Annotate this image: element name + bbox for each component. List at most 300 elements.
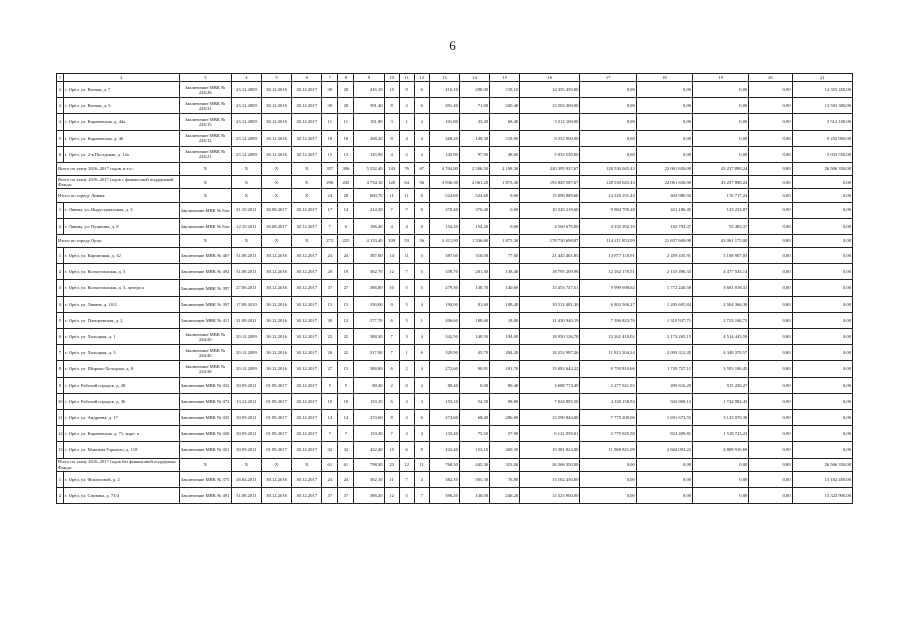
- table-cell: 6: [384, 361, 399, 377]
- row-number: 1: [57, 471, 64, 487]
- table-cell: 3: [414, 393, 429, 409]
- column-number: 12: [414, 74, 429, 82]
- table-cell: 6: [384, 312, 399, 328]
- table-cell: 0,00: [749, 361, 792, 377]
- document-cell: Заключение МВК № 492: [179, 264, 231, 280]
- address-cell: г. Орёл, ул. Карачевская, д. 44а: [64, 114, 180, 130]
- table-cell: 5: [399, 487, 414, 503]
- table-cell: 114 211 853,99: [580, 234, 636, 247]
- table-cell: 30.12.2017: [292, 361, 322, 377]
- table-cell: 7: [414, 487, 429, 503]
- register-table-body: [57, 74, 853, 504]
- column-number: 19: [693, 74, 749, 82]
- document-cell: Заключение МВК № 226/20: [179, 329, 231, 345]
- table-cell: 54,30: [459, 393, 489, 409]
- table-cell: 0,00: [792, 377, 852, 393]
- table-cell: 339,70: [429, 264, 459, 280]
- table-cell: 30.12.2017: [292, 442, 322, 458]
- table-cell: 0,00: [749, 280, 792, 296]
- table-cell: 23.12.2009: [231, 146, 261, 162]
- table-cell: 18,00: [490, 312, 520, 328]
- table-cell: 2: [399, 361, 414, 377]
- table-cell: 23.12.2009: [231, 114, 261, 130]
- table-cell: 153,10: [459, 442, 489, 458]
- table-cell: 6: [399, 442, 414, 458]
- column-number: 20: [749, 74, 792, 82]
- table-cell: 176 717,24: [693, 189, 749, 202]
- table-cell: 18 950 126,78: [520, 329, 580, 345]
- table-cell: 0,00: [749, 82, 792, 98]
- table-cell: 45,70: [459, 345, 489, 361]
- table-cell: 382,10: [429, 471, 459, 487]
- table-row: [57, 377, 853, 393]
- table-cell: 10 529 219,60: [520, 202, 580, 218]
- table-row: [57, 487, 853, 503]
- table-cell: 8: [384, 409, 399, 425]
- table-cell: 145,90: [354, 146, 384, 162]
- table-cell: 20: [338, 189, 354, 202]
- table-cell: 30.08.2017: [262, 202, 292, 218]
- column-number: 21: [792, 74, 852, 82]
- table-cell: 30.12.2016: [262, 130, 292, 146]
- table-cell: 12 262 418,02: [580, 329, 636, 345]
- row-number: 2: [57, 487, 64, 503]
- row-number: 2: [57, 218, 64, 234]
- table-cell: 201,30: [459, 264, 489, 280]
- table-cell: 153,10: [429, 393, 459, 409]
- table-cell: 25: [322, 329, 338, 345]
- table-cell: 6: [414, 345, 429, 361]
- address-cell: г. Орёл, ул. Карачевская, д. 46: [64, 130, 180, 146]
- table-cell: 0,00: [693, 114, 749, 130]
- table-cell: 15 098 889,60: [520, 189, 580, 202]
- table-cell: 30.12.2017: [292, 345, 322, 361]
- summary-label: Итого по городу Ливны:: [57, 189, 180, 202]
- page-number: 6: [449, 38, 456, 53]
- table-cell: 154,20: [429, 218, 459, 234]
- table-cell: 30.12.2016: [262, 487, 292, 503]
- table-cell: 0,00: [792, 426, 852, 442]
- table-cell: 21 657 669,08: [636, 234, 692, 247]
- address-cell: г. Орёл, ул. Спивака, д. 73/4: [64, 487, 180, 503]
- table-cell: 7: [384, 426, 399, 442]
- table-cell: 0,00: [693, 458, 749, 471]
- table-cell: 7: [338, 426, 354, 442]
- row-number: 2: [57, 82, 64, 98]
- table-cell: X: [292, 162, 322, 175]
- table-cell: 30.12.2017: [292, 471, 322, 487]
- table-cell: 0,00: [749, 442, 792, 458]
- table-cell: 30.12.2017: [292, 98, 322, 114]
- table-cell: 26 566 350,00: [520, 458, 580, 471]
- table-cell: 71,00: [459, 98, 489, 114]
- table-cell: 3 593 106,45: [693, 361, 749, 377]
- row-number: 6: [57, 329, 64, 345]
- table-cell: 37: [322, 487, 338, 503]
- table-cell: 1 875,30: [490, 234, 520, 247]
- table-cell: 109: [384, 234, 399, 247]
- table-cell: 0,00: [580, 82, 636, 98]
- table-cell: 0,00: [693, 82, 749, 98]
- table-cell: 3: [384, 114, 399, 130]
- table-cell: 274,60: [354, 409, 384, 425]
- table-cell: X: [262, 176, 292, 189]
- table-cell: 24: [322, 189, 338, 202]
- table-cell: 1: [399, 345, 414, 361]
- table-cell: 0: [414, 189, 429, 202]
- table-cell: 3 936,50: [429, 176, 459, 189]
- table-cell: X: [231, 458, 261, 471]
- table-cell: 9 252 900,00: [792, 130, 852, 146]
- column-number: 7: [322, 74, 338, 82]
- table-row: [57, 146, 853, 162]
- table-cell: 30.12.2017: [292, 130, 322, 146]
- table-cell: 246,20: [490, 487, 520, 503]
- table-cell: 19 381 824,00: [520, 442, 580, 458]
- address-cell: г. Орёл, ул. Кирпичная, д. 32: [64, 248, 180, 264]
- table-cell: 12: [399, 458, 414, 471]
- table-cell: 15: [322, 296, 338, 312]
- table-cell: 943 869,13: [636, 393, 692, 409]
- row-number: 13: [57, 442, 64, 458]
- table-cell: 7: [384, 202, 399, 218]
- table-cell: 0,00: [749, 487, 792, 503]
- table-cell: X: [262, 458, 292, 471]
- table-cell: X: [262, 234, 292, 247]
- table-cell: 7 775 200,06: [580, 409, 636, 425]
- table-cell: 0,00: [749, 98, 792, 114]
- table-cell: 0,00: [749, 176, 792, 189]
- table-cell: 416,10: [429, 82, 459, 98]
- table-cell: 30.12.2017: [292, 312, 322, 328]
- table-cell: 0,00: [636, 146, 692, 162]
- table-cell: 182 794,47: [636, 218, 692, 234]
- table-cell: 0,00: [580, 130, 636, 146]
- table-cell: 4 514 443,59: [693, 329, 749, 345]
- table-cell: 30.12.2017: [292, 409, 322, 425]
- table-cell: 15 453 747,51: [520, 280, 580, 296]
- table-cell: 11: [338, 114, 354, 130]
- table-cell: 15 082 644,22: [520, 361, 580, 377]
- address-cell: г. Орёл, ул. Максима Горького, д. 118: [64, 442, 180, 458]
- table-cell: 3 512 100,00: [520, 114, 580, 130]
- table-cell: 0,00: [749, 296, 792, 312]
- table-cell: 4 338 158,94: [580, 393, 636, 409]
- table-cell: 11 430 940,19: [520, 312, 580, 328]
- table-cell: 0,00: [792, 202, 852, 218]
- table-cell: 30.12.2016: [262, 114, 292, 130]
- table-cell: 68,40: [490, 114, 520, 130]
- table-cell: 24: [322, 248, 338, 264]
- table-cell: X: [262, 189, 292, 202]
- table-cell: 403 980,92: [636, 189, 692, 202]
- table-cell: 67: [414, 162, 429, 175]
- table-cell: 0,00: [580, 98, 636, 114]
- table-cell: 4: [414, 426, 429, 442]
- table-cell: 1 310 937,71: [636, 312, 692, 328]
- table-cell: 245: [338, 176, 354, 189]
- table-cell: 0,00: [792, 329, 852, 345]
- summary-label: Всего по этапу 2016–2017 годов с финансовой поддержкой Фонда:: [57, 176, 180, 189]
- table-cell: 0,00: [749, 162, 792, 175]
- table-cell: 128 530 045,43: [580, 176, 636, 189]
- row-number: 3: [57, 98, 64, 114]
- table-cell: 0,00: [749, 248, 792, 264]
- table-cell: 145,90: [429, 146, 459, 162]
- table-cell: 225: [338, 234, 354, 247]
- table-cell: 6: [414, 82, 429, 98]
- table-cell: 0,00: [693, 471, 749, 487]
- table-cell: 279,30: [429, 280, 459, 296]
- table-cell: 2 093 312,45: [636, 345, 692, 361]
- table-cell: 0,00: [749, 202, 792, 218]
- table-cell: 30.12.2017: [292, 296, 322, 312]
- table-cell: 153,40: [354, 426, 384, 442]
- address-cell: г. Орёл, ул. Холодная, д. 3: [64, 345, 180, 361]
- table-cell: 01.09.2017: [262, 442, 292, 458]
- table-cell: 120: [384, 176, 399, 189]
- table-cell: 26.04.2011: [231, 471, 261, 487]
- table-cell: 12: [384, 487, 399, 503]
- table-cell: 0: [399, 377, 414, 393]
- table-cell: 1 772 240,58: [636, 280, 692, 296]
- table-cell: 193 829 587,67: [520, 176, 580, 189]
- table-cell: 0,00: [636, 471, 692, 487]
- table-cell: 310,00: [459, 248, 489, 264]
- table-cell: 76: [399, 162, 414, 175]
- table-cell: 118,90: [490, 130, 520, 146]
- column-number: 8: [338, 74, 354, 82]
- table-cell: 5 033 550,00: [520, 146, 580, 162]
- table-cell: 4: [384, 146, 399, 162]
- table-cell: 9 999 698,62: [580, 280, 636, 296]
- row-number: 10: [57, 393, 64, 409]
- table-cell: 445,30: [459, 458, 489, 471]
- table-cell: 2: [384, 377, 399, 393]
- table-cell: 0,00: [792, 442, 852, 458]
- table-cell: 9: [384, 296, 399, 312]
- table-cell: 4 569 670,00: [520, 218, 580, 234]
- table-cell: 32: [338, 442, 354, 458]
- address-cell: г. Орёл, ул. Холодная, д. 1: [64, 329, 180, 345]
- table-cell: 0,00: [459, 377, 489, 393]
- table-cell: 0,00: [636, 130, 692, 146]
- table-cell: 1: [414, 312, 429, 328]
- table-row: [57, 264, 853, 280]
- table-cell: 186,40: [354, 218, 384, 234]
- table-cell: 2: [399, 409, 414, 425]
- table-cell: 269,30: [490, 442, 520, 458]
- table-cell: 23.12.2009: [231, 98, 261, 114]
- table-cell: 268,20: [429, 130, 459, 146]
- table-cell: 14 318 191,44: [580, 189, 636, 202]
- table-cell: 24: [338, 471, 354, 487]
- table-cell: 30.09.2011: [231, 426, 261, 442]
- table-cell: X: [179, 176, 231, 189]
- table-cell: 30.12.2017: [292, 329, 322, 345]
- table-cell: 15: [384, 442, 399, 458]
- table-cell: 4: [414, 296, 429, 312]
- table-cell: 388,30: [354, 329, 384, 345]
- table-cell: 0,00: [749, 471, 792, 487]
- table-cell: 0,00: [792, 248, 852, 264]
- table-cell: 101,80: [354, 114, 384, 130]
- table-cell: 10: [322, 393, 338, 409]
- table-cell: 220 395 937,67: [520, 162, 580, 175]
- table-cell: 495 616,29: [636, 377, 692, 393]
- table-cell: 43 237 890,24: [693, 176, 749, 189]
- document-cell: Заключение МВК № 491: [179, 487, 231, 503]
- table-cell: 387,60: [429, 248, 459, 264]
- table-cell: 15: [322, 146, 338, 162]
- table-cell: 31.08.2011: [231, 487, 261, 503]
- table-cell: 190,00: [354, 296, 384, 312]
- document-cell: Заключение МВК № 6/ш: [179, 218, 231, 234]
- address-cell: г. Орёл, ул. Плещеевская, д. 2: [64, 312, 180, 328]
- table-cell: 6: [414, 409, 429, 425]
- summary-row: [57, 189, 853, 202]
- table-cell: 9 252 900,00: [520, 130, 580, 146]
- table-cell: 11: [384, 471, 399, 487]
- table-cell: 140,00: [459, 487, 489, 503]
- table-cell: 13 590 844,00: [520, 409, 580, 425]
- summary-label: Всего по этапу 2016–2017 годов без финансовой поддержки Фонда:: [57, 458, 180, 471]
- table-cell: 0,00: [749, 114, 792, 130]
- row-number: 4: [57, 114, 64, 130]
- table-row: [57, 280, 853, 296]
- table-cell: 0,00: [749, 264, 792, 280]
- table-cell: 296: [322, 176, 338, 189]
- column-number: 13: [429, 74, 459, 82]
- table-cell: 0,00: [792, 280, 852, 296]
- table-cell: X: [231, 189, 261, 202]
- column-number: 10: [384, 74, 399, 82]
- table-cell: 2 155 496,33: [636, 264, 692, 280]
- table-cell: 382,70: [354, 264, 384, 280]
- table-cell: 0,00: [792, 264, 852, 280]
- table-cell: 30.08.2017: [262, 218, 292, 234]
- column-number: 18: [636, 74, 692, 82]
- table-cell: 386,80: [354, 280, 384, 296]
- table-cell: 0,00: [749, 458, 792, 471]
- column-number: 14: [459, 74, 489, 82]
- table-cell: 01.09.2017: [262, 393, 292, 409]
- table-cell: 206,00: [490, 409, 520, 425]
- table-cell: 27: [338, 280, 354, 296]
- address-cell: г. Орёл, ул. Колхозтанская, д. 3: [64, 264, 180, 280]
- table-cell: 0,00: [749, 218, 792, 234]
- table-cell: 274,60: [429, 409, 459, 425]
- table-cell: 27.06.2011: [231, 280, 261, 296]
- table-cell: 13 182 450,00: [792, 471, 852, 487]
- table-row: [57, 130, 853, 146]
- table-cell: 30.12.2017: [292, 487, 322, 503]
- column-number: 6: [292, 74, 322, 82]
- table-cell: 3: [399, 393, 414, 409]
- table-cell: 0,00: [693, 146, 749, 162]
- table-cell: 4: [414, 329, 429, 345]
- table-cell: 37: [338, 487, 354, 503]
- document-cell: Заключение МВК № 432: [179, 377, 231, 393]
- table-cell: 14 355 450,00: [792, 82, 852, 98]
- document-cell: Заключение МВК № 226/12: [179, 130, 231, 146]
- table-cell: 17.09.2010: [231, 296, 261, 312]
- table-cell: 30: [322, 98, 338, 114]
- table-cell: 0,00: [792, 409, 852, 425]
- table-cell: 0,00: [580, 146, 636, 162]
- column-number-row: [57, 74, 853, 82]
- table-cell: 30.12.2016: [262, 345, 292, 361]
- column-number: 3: [179, 74, 231, 82]
- table-cell: 14 355 450,00: [520, 82, 580, 98]
- table-cell: 4: [399, 130, 414, 146]
- row-number: 5: [57, 312, 64, 328]
- table-cell: 30.12.2016: [262, 98, 292, 114]
- table-cell: 4: [414, 361, 429, 377]
- table-cell: 4: [414, 130, 429, 146]
- row-number: 11: [57, 409, 64, 425]
- table-cell: 140,60: [490, 280, 520, 296]
- table-cell: 7: [399, 471, 414, 487]
- table-cell: 1 875,30: [490, 176, 520, 189]
- table-cell: 13 877 118,91: [580, 248, 636, 264]
- table-cell: 0,00: [580, 471, 636, 487]
- table-cell: 388,80: [354, 361, 384, 377]
- address-cell: г. Орёл, ул. Ливаев, д. 10/2: [64, 296, 180, 312]
- table-cell: 3 681 818,31: [693, 280, 749, 296]
- table-cell: 23: [384, 458, 399, 471]
- table-cell: 5: [399, 296, 414, 312]
- summary-row: [57, 458, 853, 471]
- table-cell: 12 162 170,51: [580, 264, 636, 280]
- table-cell: 4 734,10: [354, 176, 384, 189]
- table-cell: 7: [384, 345, 399, 361]
- document-cell: Заключение МВК № 435: [179, 409, 231, 425]
- table-cell: 0,00: [749, 393, 792, 409]
- table-cell: 284,20: [490, 345, 520, 361]
- table-cell: 0,00: [636, 82, 692, 98]
- table-cell: 0,00: [749, 345, 792, 361]
- table-cell: 30.09.2011: [231, 377, 261, 393]
- table-cell: 33,40: [459, 114, 489, 130]
- table-cell: 14: [322, 409, 338, 425]
- table-cell: 64: [399, 176, 414, 189]
- table-cell: 13 503 300,00: [520, 98, 580, 114]
- table-cell: 6 121 059,01: [520, 426, 580, 442]
- table-cell: 396,20: [429, 487, 459, 503]
- table-cell: 30.12.2017: [292, 114, 322, 130]
- document-cell: Заключение МВК № 397: [179, 280, 231, 296]
- address-cell: г. Орёл, ул. Широко-Холодная, д. 8: [64, 361, 180, 377]
- table-cell: 20: [322, 264, 338, 280]
- table-cell: 15: [338, 361, 354, 377]
- row-number: 1: [57, 202, 64, 218]
- table-cell: 414,30: [354, 202, 384, 218]
- table-cell: 77,60: [490, 248, 520, 264]
- table-cell: 11: [414, 458, 429, 471]
- column-number: 16: [520, 74, 580, 82]
- address-cell: г. Ливны, ул. Индустриальная, д. 3: [64, 202, 180, 218]
- table-cell: 2 459 435,91: [636, 248, 692, 264]
- row-number: 6: [57, 146, 64, 162]
- table-cell: 4 477 543,14: [693, 264, 749, 280]
- table-cell: 29.12.2009: [231, 329, 261, 345]
- address-cell: г. Орёл, ул. 2-я Посадская, д. 14а: [64, 146, 180, 162]
- table-cell: 4 348 370,57: [693, 345, 749, 361]
- table-cell: 18 252 987,26: [520, 345, 580, 361]
- table-cell: X: [231, 234, 261, 247]
- table-cell: 2 173 265,15: [636, 329, 692, 345]
